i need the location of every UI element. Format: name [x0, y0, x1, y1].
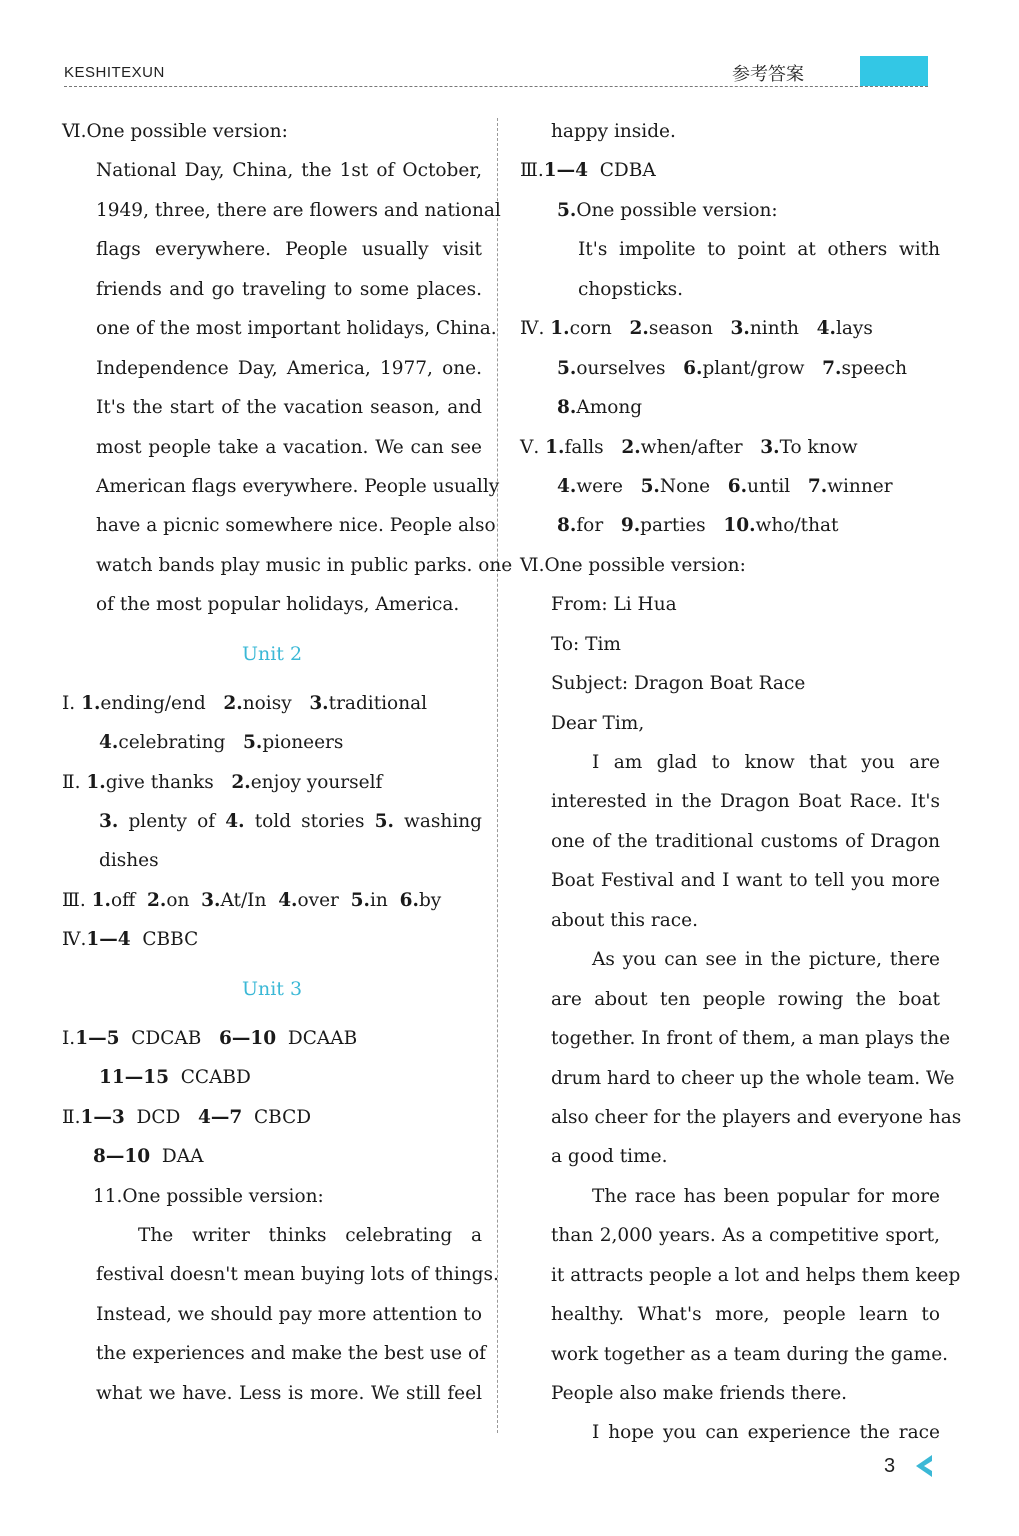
- u3-section-ii-cont: 8—10 DAA: [93, 1146, 204, 1168]
- unit-2-heading: Unit 2: [241, 642, 303, 665]
- u2-section-i-cont: 4.celebrating 5.pioneers: [99, 732, 344, 754]
- text-line: watch bands play music in public parks. one: [96, 554, 513, 576]
- text-line: As you can see in the picture, there: [592, 949, 940, 971]
- text-line: American flags everywhere. People usually: [96, 475, 500, 497]
- section-iii-5: 5.One possible version:: [557, 199, 778, 221]
- text-line: what we have. Less is more. We still feel: [96, 1382, 482, 1404]
- text-line: most people take a vacation. We can see: [96, 436, 482, 458]
- text-line: the experiences and make the best use of: [96, 1343, 486, 1365]
- email-greeting: Dear Tim,: [551, 712, 645, 734]
- text-line: It's impolite to point at others with: [578, 239, 940, 261]
- u2-section-ii-cont: 3. plenty of 4. told stories 5. washing: [99, 811, 482, 832]
- u3-section-ii-11: 11.One possible version:: [93, 1185, 324, 1207]
- section-v-cont2: 8.for 9.parties 10.who/that: [557, 515, 839, 537]
- text-line: of the most popular holidays, America.: [96, 594, 460, 616]
- section-vi-heading: Ⅵ.One possible version:: [520, 554, 746, 576]
- u2-section-i: Ⅰ. 1.ending/end 2.noisy 3.traditional: [62, 692, 428, 714]
- chevron-left-icon: [910, 1452, 936, 1480]
- left-column: [62, 112, 513, 1413]
- section-v-cont: 4.were 5.None 6.until 7.winner: [557, 475, 893, 497]
- text-line: also cheer for the players and everyone has: [551, 1106, 962, 1128]
- text-line: healthy. What's more, people learn to: [551, 1304, 940, 1326]
- text-line: are about ten people rowing the boat: [551, 988, 940, 1010]
- text-line: work together as a team during the game.: [551, 1343, 949, 1365]
- text-line: I am glad to know that you are: [592, 752, 940, 773]
- section-iv-cont2: 8.Among: [557, 397, 643, 419]
- text-line: The writer thinks celebrating a: [138, 1224, 482, 1246]
- text-line: about this race.: [551, 909, 698, 931]
- header-accent-block: [860, 56, 928, 86]
- text-line: 1949, three, there are flowers and national: [96, 199, 501, 221]
- u3-section-ii: Ⅱ.1—3 DCD 4—7 CBCD: [62, 1106, 312, 1128]
- email-to: To: Tim: [551, 633, 621, 655]
- text-line: friends and go traveling to some places.: [96, 278, 482, 300]
- text-line: flags everywhere. People usually visit: [96, 239, 482, 261]
- text-line: People also make friends there.: [551, 1383, 848, 1404]
- text-line: drum hard to cheer up the whole team. We: [551, 1067, 955, 1089]
- text-line: Instead, we should pay more attention to: [96, 1303, 482, 1325]
- unit-3-heading: Unit 3: [241, 977, 303, 1000]
- u2-section-ii: Ⅱ. 1.give thanks 2.enjoy yourself: [62, 771, 383, 793]
- header-divider: [64, 86, 928, 87]
- section-iv: Ⅳ. 1.corn 2.season 3.ninth 4.lays: [520, 318, 873, 340]
- text-line: It's the start of the vacation season, and: [96, 397, 482, 419]
- text-line: The race has been popular for more: [592, 1185, 940, 1207]
- right-column: [520, 112, 962, 1453]
- page-number: 3: [884, 1455, 896, 1477]
- text-line: together. In front of them, a man plays the: [551, 1028, 951, 1050]
- text-line: I hope you can experience the race: [592, 1422, 940, 1444]
- text-line: than 2,000 years. As a competitive sport,: [551, 1225, 940, 1247]
- text-line: Boat Festival and I want to tell you more: [551, 870, 940, 892]
- text-line: National Day, China, the 1st of October,: [96, 160, 482, 182]
- u3-section-i: Ⅰ.1—5 CDCAB 6—10 DCAAB: [62, 1027, 358, 1049]
- section-v: Ⅴ. 1.falls 2.when/after 3.To know: [520, 436, 858, 458]
- section-iii: Ⅲ.1—4 CDBA: [520, 160, 656, 182]
- text-line: festival doesn't mean buying lots of things.: [96, 1264, 499, 1286]
- column-divider: [497, 118, 498, 1433]
- text-line: it attracts people a lot and helps them keep: [551, 1264, 961, 1286]
- section-iv-cont: 5.ourselves 6.plant/grow 7.speech: [557, 357, 907, 379]
- text-line: one of the traditional customs of Dragon: [551, 830, 940, 852]
- email-subject: Subject: Dragon Boat Race: [551, 673, 806, 695]
- email-from: From: Li Hua: [551, 594, 677, 616]
- text-line: interested in the Dragon Boat Race. It's: [551, 791, 940, 813]
- brand-name: KESHITEXUN: [64, 64, 165, 81]
- u2-section-iv: Ⅳ.1—4 CBBC: [62, 929, 199, 951]
- text-line: chopsticks.: [578, 278, 684, 300]
- section-title: 参考答案: [732, 64, 804, 85]
- section-vi-heading: Ⅵ.One possible version:: [62, 121, 288, 142]
- text-line: happy inside.: [551, 121, 676, 142]
- text-line: Independence Day, America, 1977, one.: [96, 357, 482, 379]
- text-line: have a picnic somewhere nice. People also: [96, 515, 496, 537]
- text-line: a good time.: [551, 1146, 668, 1168]
- u3-section-i-cont: 11—15 CCABD: [99, 1067, 251, 1089]
- u2-section-ii-cont2: dishes: [99, 850, 159, 872]
- u2-section-iii: Ⅲ. 1.off 2.on 3.At/In 4.over 5.in 6.by: [62, 889, 442, 911]
- text-line: one of the most important holidays, China.: [96, 318, 497, 340]
